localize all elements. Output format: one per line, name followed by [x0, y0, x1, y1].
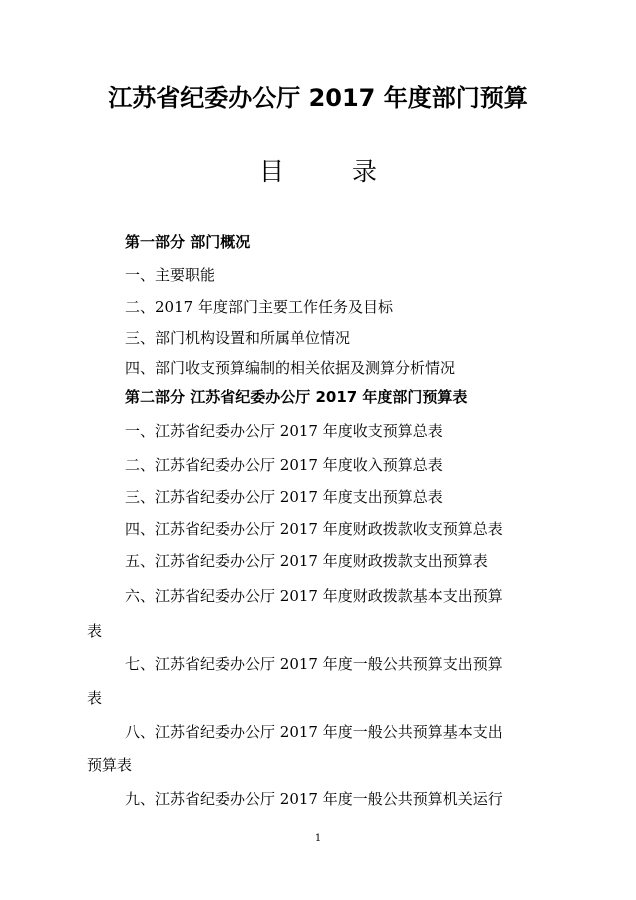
toc-entry: 四、江苏省纪委办公厅 2017 年度财政拨款收支预算总表 [125, 520, 503, 538]
document-title: 江苏省纪委办公厅 2017 年度部门预算 [108, 84, 528, 112]
toc-entry: 四、部门收支预算编制的相关依据及测算分析情况 [125, 359, 456, 377]
toc-entry: 七、江苏省纪委办公厅 2017 年度一般公共预算支出预算 [125, 655, 503, 673]
toc-entry-continuation: 表 [87, 622, 103, 640]
toc-entry: 九、江苏省纪委办公厅 2017 年度一般公共预算机关运行 [125, 790, 503, 808]
toc-entry: 一、江苏省纪委办公厅 2017 年度收支预算总表 [125, 422, 443, 440]
toc-entry: 三、部门机构设置和所属单位情况 [125, 329, 351, 347]
toc-entry: 二、2017 年度部门主要工作任务及目标 [125, 298, 393, 316]
part1-heading: 第一部分 部门概况 [125, 233, 251, 251]
toc-entry: 六、江苏省纪委办公厅 2017 年度财政拨款基本支出预算 [125, 587, 503, 605]
toc-entry-continuation: 表 [87, 689, 103, 707]
toc-entry: 一、主要职能 [125, 266, 216, 284]
part2-heading: 第二部分 江苏省纪委办公厅 2017 年度部门预算表 [125, 388, 468, 406]
toc-entry: 二、江苏省纪委办公厅 2017 年度收入预算总表 [125, 456, 443, 474]
toc-entry: 五、江苏省纪委办公厅 2017 年度财政拨款支出预算表 [125, 552, 488, 570]
page-number: 1 [314, 833, 322, 844]
toc-heading: 目 录 [259, 157, 407, 186]
toc-entry: 三、江苏省纪委办公厅 2017 年度支出预算总表 [125, 488, 443, 506]
toc-entry: 八、江苏省纪委办公厅 2017 年度一般公共预算基本支出 [125, 723, 503, 741]
toc-entry-continuation: 预算表 [87, 756, 133, 774]
